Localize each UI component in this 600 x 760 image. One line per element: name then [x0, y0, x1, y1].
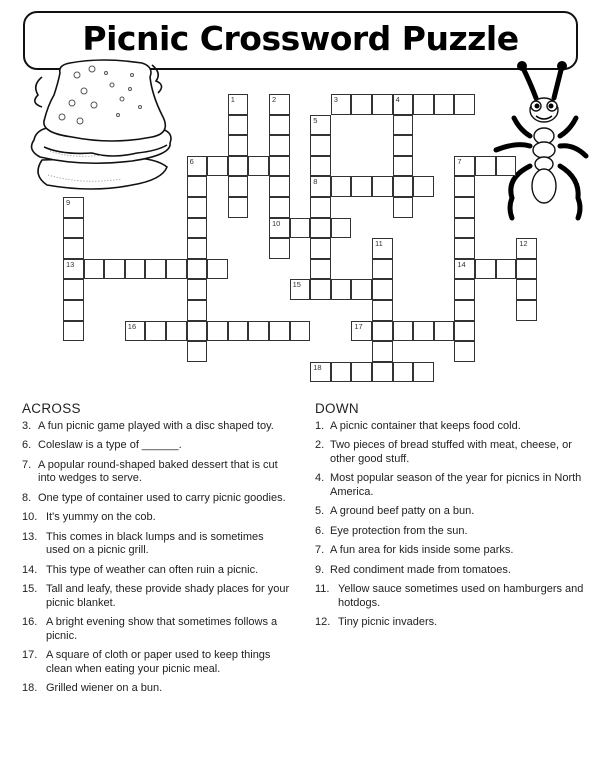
- crossword-cell[interactable]: [63, 197, 84, 218]
- across-clue: [22, 420, 290, 434]
- crossword-cell[interactable]: [166, 259, 187, 280]
- crossword-cell[interactable]: [310, 156, 331, 177]
- crossword-cell[interactable]: [228, 197, 249, 218]
- clue-number: 1.: [315, 419, 325, 432]
- crossword-cell[interactable]: [413, 176, 434, 197]
- crossword-cell[interactable]: [351, 94, 372, 115]
- crossword-cell[interactable]: [454, 156, 475, 177]
- clue-number: 15: [292, 280, 301, 290]
- clue-text: Two pieces of bread stuffed with meat, cheese, or other good stuff.: [330, 439, 572, 465]
- clue-text: Most popular season of the year for picnics in North America.: [330, 472, 582, 498]
- clue-text: A bright evening show that sometimes follows a picnic.: [46, 616, 278, 642]
- down-clue: [315, 505, 585, 519]
- clue-number: 3.: [22, 419, 32, 432]
- clue-number: 9: [66, 198, 71, 207]
- clue-number: 10.: [22, 511, 38, 523]
- crossword-cell[interactable]: [269, 135, 290, 156]
- crossword-cell[interactable]: [496, 259, 517, 280]
- crossword-cell[interactable]: [454, 321, 475, 342]
- clue-number: 7.: [22, 458, 32, 471]
- crossword-cell[interactable]: [228, 176, 249, 197]
- clue-text: Tiny picnic invaders.: [338, 616, 438, 628]
- clue-number: 8: [313, 177, 318, 187]
- crossword-cell[interactable]: [454, 279, 475, 300]
- down-clue: [315, 616, 585, 630]
- crossword-cell[interactable]: [454, 259, 475, 280]
- crossword-cell[interactable]: [372, 341, 393, 362]
- clue-number: 13: [66, 259, 75, 269]
- crossword-cell[interactable]: [372, 279, 393, 300]
- crossword-cell[interactable]: [63, 238, 84, 259]
- crossword-cell[interactable]: [104, 259, 125, 280]
- crossword-cell[interactable]: [187, 197, 208, 218]
- clue-number: 3: [333, 95, 338, 104]
- clue-number: 6.: [315, 524, 325, 537]
- clue-number: 2.: [315, 439, 325, 451]
- crossword-cell[interactable]: [187, 300, 208, 321]
- clue-number: 13.: [22, 530, 38, 543]
- clue-text: A picnic container that keeps food cold.: [330, 419, 521, 432]
- crossword-cell[interactable]: [187, 321, 208, 342]
- clue-text: Eye protection from the sun.: [330, 524, 468, 537]
- crossword-cell[interactable]: [372, 300, 393, 321]
- crossword-cell[interactable]: [145, 259, 166, 280]
- crossword-cell[interactable]: [454, 94, 475, 115]
- crossword-cell[interactable]: [187, 176, 208, 197]
- page-title: Picnic Crossword Puzzle: [82, 19, 519, 58]
- across-clue: [22, 616, 290, 643]
- crossword-cell[interactable]: [516, 300, 537, 321]
- down-clue: [315, 439, 585, 466]
- clue-number: 4: [395, 95, 400, 104]
- crossword-cell[interactable]: [269, 218, 290, 239]
- crossword-cell[interactable]: [269, 115, 290, 136]
- crossword-cell[interactable]: [393, 362, 414, 383]
- crossword-cell[interactable]: [516, 238, 537, 259]
- down-clue: [315, 472, 585, 499]
- across-clue: [22, 531, 290, 558]
- clue-number: 15.: [22, 583, 38, 595]
- crossword-cell[interactable]: [145, 321, 166, 342]
- crossword-cell[interactable]: [310, 115, 331, 136]
- clue-number: 17: [354, 321, 363, 331]
- clue-number: 2: [272, 95, 277, 104]
- clue-number: 1: [230, 95, 235, 104]
- clue-number: 14.: [22, 563, 38, 576]
- crossword-cell[interactable]: [372, 176, 393, 197]
- clue-number: 18.: [22, 682, 38, 694]
- crossword-cell[interactable]: [413, 94, 434, 115]
- clue-text: Tall and leafy, these provide shady places for your picnic blanket.: [46, 583, 290, 609]
- crossword-cell[interactable]: [454, 218, 475, 239]
- crossword-cell[interactable]: [63, 321, 84, 342]
- crossword-cell[interactable]: [454, 197, 475, 218]
- crossword-cell[interactable]: [187, 238, 208, 259]
- crossword-cell[interactable]: [393, 94, 414, 115]
- crossword-cell[interactable]: [63, 259, 84, 280]
- clue-number: 12: [519, 239, 528, 249]
- crossword-cell[interactable]: [310, 259, 331, 280]
- clue-text: One type of container used to carry picnic goodies.: [38, 491, 286, 504]
- crossword-cell[interactable]: [413, 362, 434, 383]
- clue-number: 7.: [315, 544, 325, 556]
- crossword-cell[interactable]: [413, 321, 434, 342]
- crossword-cell[interactable]: [269, 238, 290, 259]
- crossword-cell[interactable]: [434, 94, 455, 115]
- crossword-cell[interactable]: [331, 94, 352, 115]
- crossword-cell[interactable]: [63, 300, 84, 321]
- crossword-cell[interactable]: [454, 238, 475, 259]
- crossword-cell[interactable]: [290, 218, 311, 239]
- across-clue: [22, 649, 290, 676]
- crossword-cell[interactable]: [228, 135, 249, 156]
- crossword-cell[interactable]: [125, 321, 146, 342]
- crossword-cell[interactable]: [310, 135, 331, 156]
- clue-number: 18: [313, 362, 322, 372]
- crossword-cell[interactable]: [372, 238, 393, 259]
- crossword-cell[interactable]: [393, 197, 414, 218]
- clue-number: 17.: [22, 649, 38, 661]
- clue-number: 16: [127, 321, 137, 331]
- across-clue: [22, 492, 290, 506]
- down-clue: [315, 564, 585, 578]
- crossword-cell[interactable]: [372, 259, 393, 280]
- crossword-cell[interactable]: [393, 321, 414, 342]
- across-clue: [22, 439, 290, 453]
- crossword-cell[interactable]: [269, 197, 290, 218]
- clue-text: This comes in black lumps and is sometimes used on a picnic grill.: [46, 530, 264, 556]
- clue-text: A popular round-shaped baked dessert that is cut into wedges to serve.: [38, 458, 278, 484]
- clue-number: 8.: [22, 491, 32, 504]
- down-heading: DOWN: [315, 401, 359, 416]
- clue-number: 14: [457, 259, 466, 269]
- across-clue: [22, 682, 290, 696]
- clue-text: It's yummy on the cob.: [46, 511, 156, 523]
- across-heading: ACROSS: [22, 401, 81, 416]
- crossword-cell[interactable]: [516, 259, 537, 280]
- clue-number: 7: [457, 156, 462, 166]
- crossword-cell[interactable]: [228, 94, 249, 115]
- crossword-cell[interactable]: [290, 321, 311, 342]
- clue-number: 6.: [22, 439, 32, 451]
- crossword-cell[interactable]: [372, 94, 393, 115]
- crossword-cell[interactable]: [434, 321, 455, 342]
- crossword-cell[interactable]: [269, 321, 290, 342]
- crossword-cell[interactable]: [331, 362, 352, 383]
- down-clue: [315, 583, 585, 610]
- crossword-cell[interactable]: [454, 176, 475, 197]
- crossword-cell[interactable]: [63, 218, 84, 239]
- crossword-cell[interactable]: [331, 218, 352, 239]
- down-clue: [315, 420, 585, 434]
- crossword-cell[interactable]: [310, 238, 331, 259]
- crossword-cell[interactable]: [269, 156, 290, 177]
- crossword-cell[interactable]: [496, 156, 517, 177]
- crossword-cell[interactable]: [351, 321, 372, 342]
- crossword-cell[interactable]: [84, 259, 105, 280]
- crossword-cell[interactable]: [207, 259, 228, 280]
- crossword-cell[interactable]: [351, 362, 372, 383]
- crossword-cell[interactable]: [393, 115, 414, 136]
- crossword-cell[interactable]: [269, 94, 290, 115]
- crossword-cell[interactable]: [351, 176, 372, 197]
- crossword-cell[interactable]: [187, 279, 208, 300]
- crossword-cell[interactable]: [166, 321, 187, 342]
- crossword-cell[interactable]: [454, 341, 475, 362]
- clue-number: 16.: [22, 616, 38, 628]
- crossword-cell[interactable]: [248, 321, 269, 342]
- clue-text: A fun picnic game played with a disc shaped toy.: [38, 419, 274, 432]
- clue-number: 12.: [315, 616, 331, 628]
- crossword-cell[interactable]: [248, 156, 269, 177]
- clue-text: A square of cloth or paper used to keep things clean when eating your picnic meal.: [46, 649, 271, 675]
- crossword-cell[interactable]: [187, 218, 208, 239]
- crossword-cell[interactable]: [228, 156, 249, 177]
- crossword-cell[interactable]: [228, 115, 249, 136]
- clue-number: 4.: [315, 472, 325, 484]
- crossword-cell[interactable]: [187, 156, 208, 177]
- crossword-cell[interactable]: [310, 362, 331, 383]
- clue-number: 11.: [315, 583, 330, 595]
- crossword-cell[interactable]: [351, 279, 372, 300]
- clue-number: 6: [189, 156, 194, 166]
- crossword-cell[interactable]: [516, 279, 537, 300]
- across-clue: [22, 564, 290, 578]
- clue-number: 5.: [315, 505, 325, 517]
- clue-text: Red condiment made from tomatoes.: [330, 563, 511, 576]
- sandwich-illustration: [22, 55, 192, 195]
- crossword-cell[interactable]: [207, 321, 228, 342]
- crossword-cell[interactable]: [331, 279, 352, 300]
- clue-number: 11: [375, 239, 383, 249]
- down-clue: [315, 544, 585, 558]
- crossword-cell[interactable]: [310, 218, 331, 239]
- crossword-cell[interactable]: [310, 279, 331, 300]
- crossword-cell[interactable]: [454, 300, 475, 321]
- crossword-cell[interactable]: [187, 259, 208, 280]
- crossword-cell[interactable]: [372, 362, 393, 383]
- crossword-cell[interactable]: [372, 321, 393, 342]
- crossword-cell[interactable]: [269, 176, 290, 197]
- crossword-cell[interactable]: [331, 176, 352, 197]
- clue-number: 10: [272, 218, 281, 228]
- across-clues: [22, 402, 290, 702]
- crossword-cell[interactable]: [393, 176, 414, 197]
- crossword-cell[interactable]: [310, 176, 331, 197]
- crossword-cell[interactable]: [228, 321, 249, 342]
- clue-text: Coleslaw is a type of ______.: [38, 439, 182, 451]
- crossword-cell[interactable]: [63, 279, 84, 300]
- down-clues: [315, 402, 585, 636]
- clue-text: A ground beef patty on a bun.: [330, 505, 475, 517]
- clue-text: A fun area for kids inside some parks.: [330, 544, 514, 556]
- clue-text: Yellow sauce sometimes used on hamburgers and hotdogs.: [338, 583, 584, 609]
- across-clue: [22, 583, 290, 610]
- across-clue: [22, 511, 290, 525]
- crossword-cell[interactable]: [475, 259, 496, 280]
- crossword-cell[interactable]: [125, 259, 146, 280]
- clue-text: This type of weather can often ruin a picnic.: [46, 563, 259, 576]
- clue-number: 5: [313, 115, 318, 125]
- crossword-cell[interactable]: [187, 341, 208, 362]
- crossword-cell[interactable]: [475, 156, 496, 177]
- down-clue: [315, 525, 585, 539]
- crossword-cell[interactable]: [207, 156, 228, 177]
- crossword-cell[interactable]: [393, 156, 414, 177]
- ant-illustration: [486, 58, 596, 228]
- crossword-cell[interactable]: [290, 279, 311, 300]
- clue-text: Grilled wiener on a bun.: [46, 682, 163, 694]
- crossword-cell[interactable]: [310, 197, 331, 218]
- clue-number: 9.: [315, 563, 325, 576]
- across-clue: [22, 459, 290, 486]
- crossword-cell[interactable]: [393, 135, 414, 156]
